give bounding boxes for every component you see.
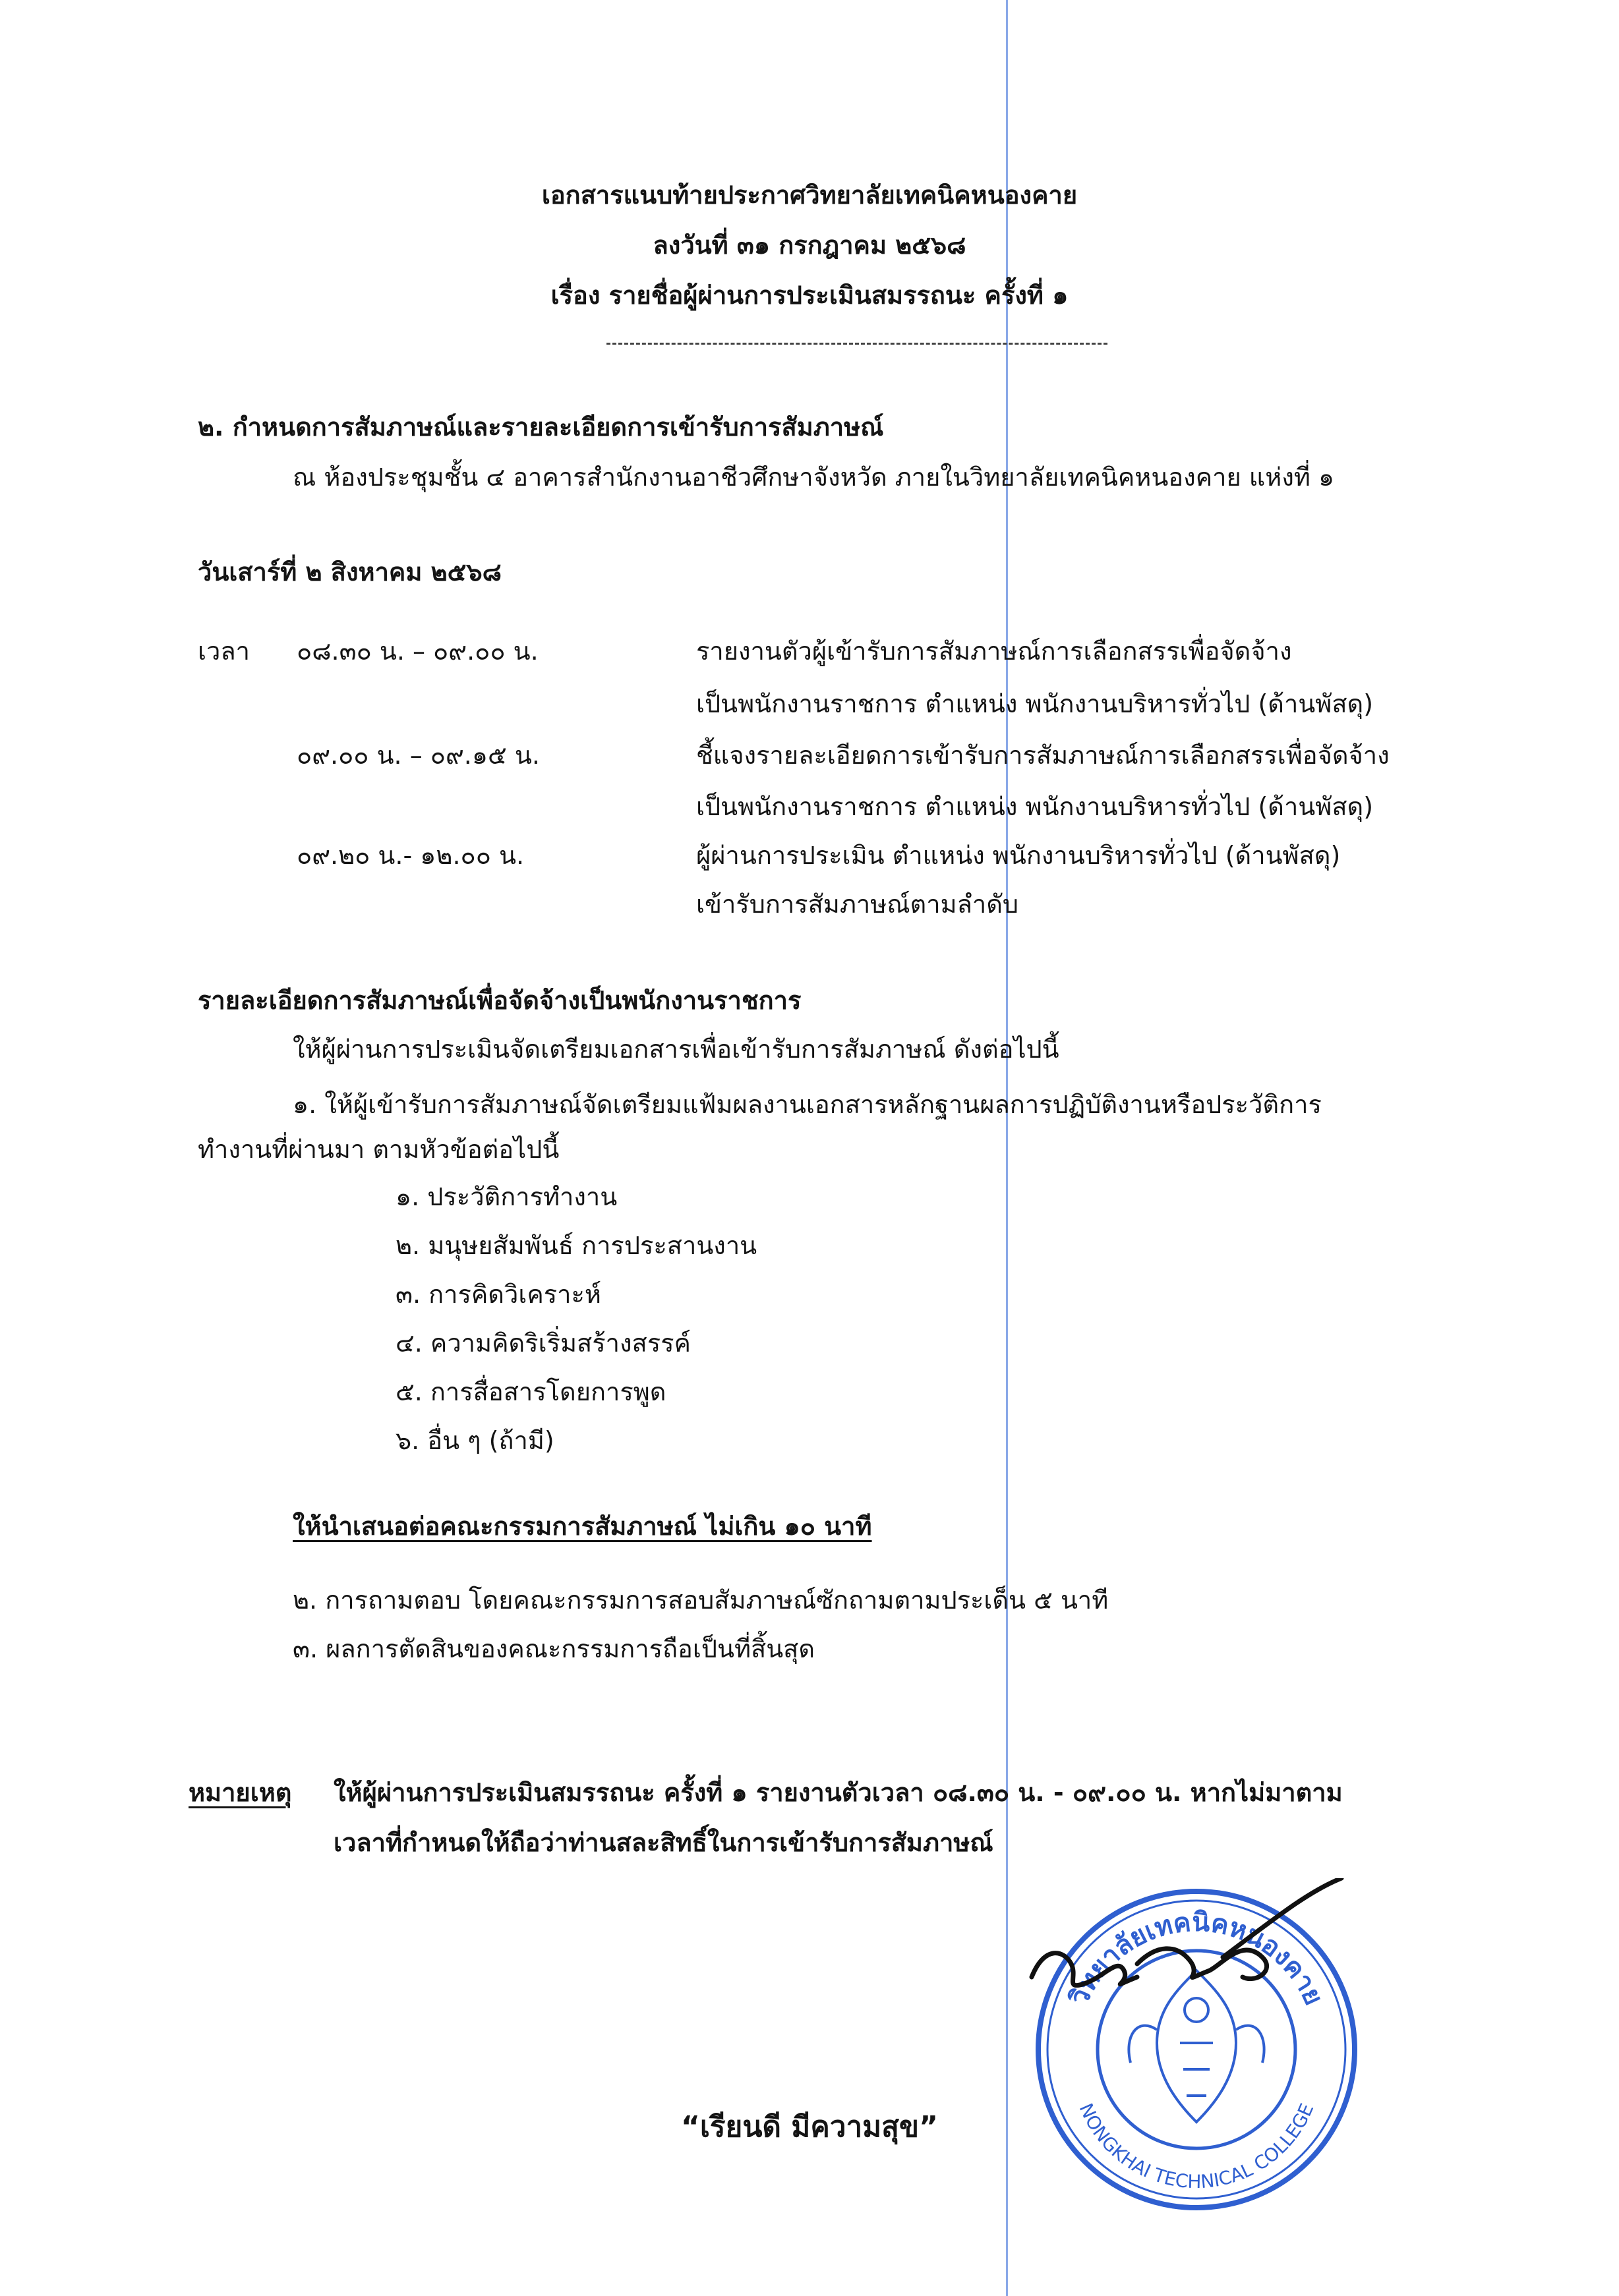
closing-motto: “เรียนดี มีความสุข” xyxy=(680,2110,939,2144)
header-line-2: ลงวันที่ ๓๑ กรกฎาคม ๒๕๖๘ xyxy=(653,231,966,260)
section-2-location: ณ ห้องประชุมชั้น ๔ อาคารสำนักงานอาชีวศึกษาจังหวัด ภายในวิทยาลัยเทคนิคหนองคาย แห่งที่ ๑ xyxy=(293,463,1335,492)
schedule-desc-line: เข้ารับการสัมภาษณ์ตามลำดับ xyxy=(696,890,1019,919)
details-intro: ให้ผู้ผ่านการประเมินจัดเตรียมเอกสารเพื่อเข้ารับการสัมภาษณ์ ดังต่อไปนี้ xyxy=(293,1035,1059,1064)
college-seal xyxy=(1025,1878,1368,2221)
details-item-2: ๒. การถามตอบ โดยคณะกรรมการสอบสัมภาษณ์ซักถามตามประเด็น ๕ นาที xyxy=(293,1586,1109,1615)
schedule-desc-line: เป็นพนักงานราชการ ตำแหน่ง พนักงานบริหารทั่วไป (ด้านพัสดุ) xyxy=(696,689,1374,718)
schedule-time: ๐๙.๒๐ น.- ๑๒.๐๐ น. xyxy=(297,841,525,870)
signature-icon xyxy=(1025,1878,1368,2221)
header-divider xyxy=(606,343,1107,345)
details-item-3: ๓. ผลการตัดสินของคณะกรรมการถือเป็นที่สิ้นสุด xyxy=(293,1634,815,1663)
note-line-1: ให้ผู้ผ่านการประเมินสมรรถนะ ครั้งที่ ๑ รายงานตัวเวลา ๐๘.๓๐ น. - ๐๙.๐๐ น. หากไม่มาตาม xyxy=(334,1778,1343,1807)
schedule-desc-line: ชี้แจงรายละเอียดการเข้ารับการสัมภาษณ์การเลือกสรรเพื่อจัดจ้าง xyxy=(696,741,1390,770)
section-2-title: ๒. กำหนดการสัมภาษณ์และรายละเอียดการเข้ารับการสัมภาษณ์ xyxy=(198,413,884,442)
details-item-1: ๑. ให้ผู้เข้ารับการสัมภาษณ์จัดเตรียมแฟ้มผลงานเอกสารหลักฐานผลการปฏิบัติงานหรือประวัติการ xyxy=(293,1090,1322,1119)
note-line-2: เวลาที่กำหนดให้ถือว่าท่านสละสิทธิ์ในการเข้ารับการสัมภาษณ์ xyxy=(334,1828,993,1857)
header-line-1: เอกสารแนบท้ายประกาศวิทยาลัยเทคนิคหนองคาย xyxy=(541,181,1078,210)
schedule-label: เวลา xyxy=(198,637,250,666)
schedule-desc-line: รายงานตัวผู้เข้ารับการสัมภาษณ์การเลือกสรรเพื่อจัดจ้าง xyxy=(696,637,1292,666)
topic-item: ๓. การคิดวิเคราะห์ xyxy=(396,1280,601,1309)
details-item-1-cont: ทำงานที่ผ่านมา ตามหัวข้อต่อไปนี้ xyxy=(198,1135,560,1164)
schedule-desc-line: ผู้ผ่านการประเมิน ตำแหน่ง พนักงานบริหารทั่วไป (ด้านพัสดุ) xyxy=(696,841,1341,870)
interview-day: วันเสาร์ที่ ๒ สิงหาคม ๒๕๖๘ xyxy=(198,558,502,587)
schedule-desc-line: เป็นพนักงานราชการ ตำแหน่ง พนักงานบริหารทั่วไป (ด้านพัสดุ) xyxy=(696,792,1374,821)
topic-item: ๑. ประวัติการทำงาน xyxy=(396,1182,618,1211)
topic-item: ๖. อื่น ๆ (ถ้ามี) xyxy=(396,1426,554,1455)
header-line-3: เรื่อง รายชื่อผู้ผ่านการประเมินสมรรถนะ ครั้งที่ ๑ xyxy=(550,281,1069,310)
seal-bottom-text: NONGKHAI TECHNICAL COLLEGE xyxy=(1074,2100,1318,2193)
presentation-note: ให้นำเสนอต่อคณะกรรมการสัมภาษณ์ ไม่เกิน ๑๐ นาที xyxy=(293,1512,872,1541)
topic-item: ๒. มนุษยสัมพันธ์ การประสานงาน xyxy=(396,1231,757,1260)
details-title: รายละเอียดการสัมภาษณ์เพื่อจัดจ้างเป็นพนักงานราชการ xyxy=(198,986,802,1015)
seal-top-text: วิทยาลัยเทคนิคหนองคาย xyxy=(1063,1907,1330,2010)
topic-item: ๕. การสื่อสารโดยการพูด xyxy=(396,1377,666,1406)
note-label: หมายเหตุ xyxy=(189,1778,292,1807)
topic-item: ๔. ความคิดริเริ่มสร้างสรรค์ xyxy=(396,1329,691,1358)
schedule-time: ๐๘.๓๐ น. – ๐๙.๐๐ น. xyxy=(297,637,539,666)
schedule-time: ๐๙.๐๐ น. – ๐๙.๑๕ น. xyxy=(297,741,540,770)
